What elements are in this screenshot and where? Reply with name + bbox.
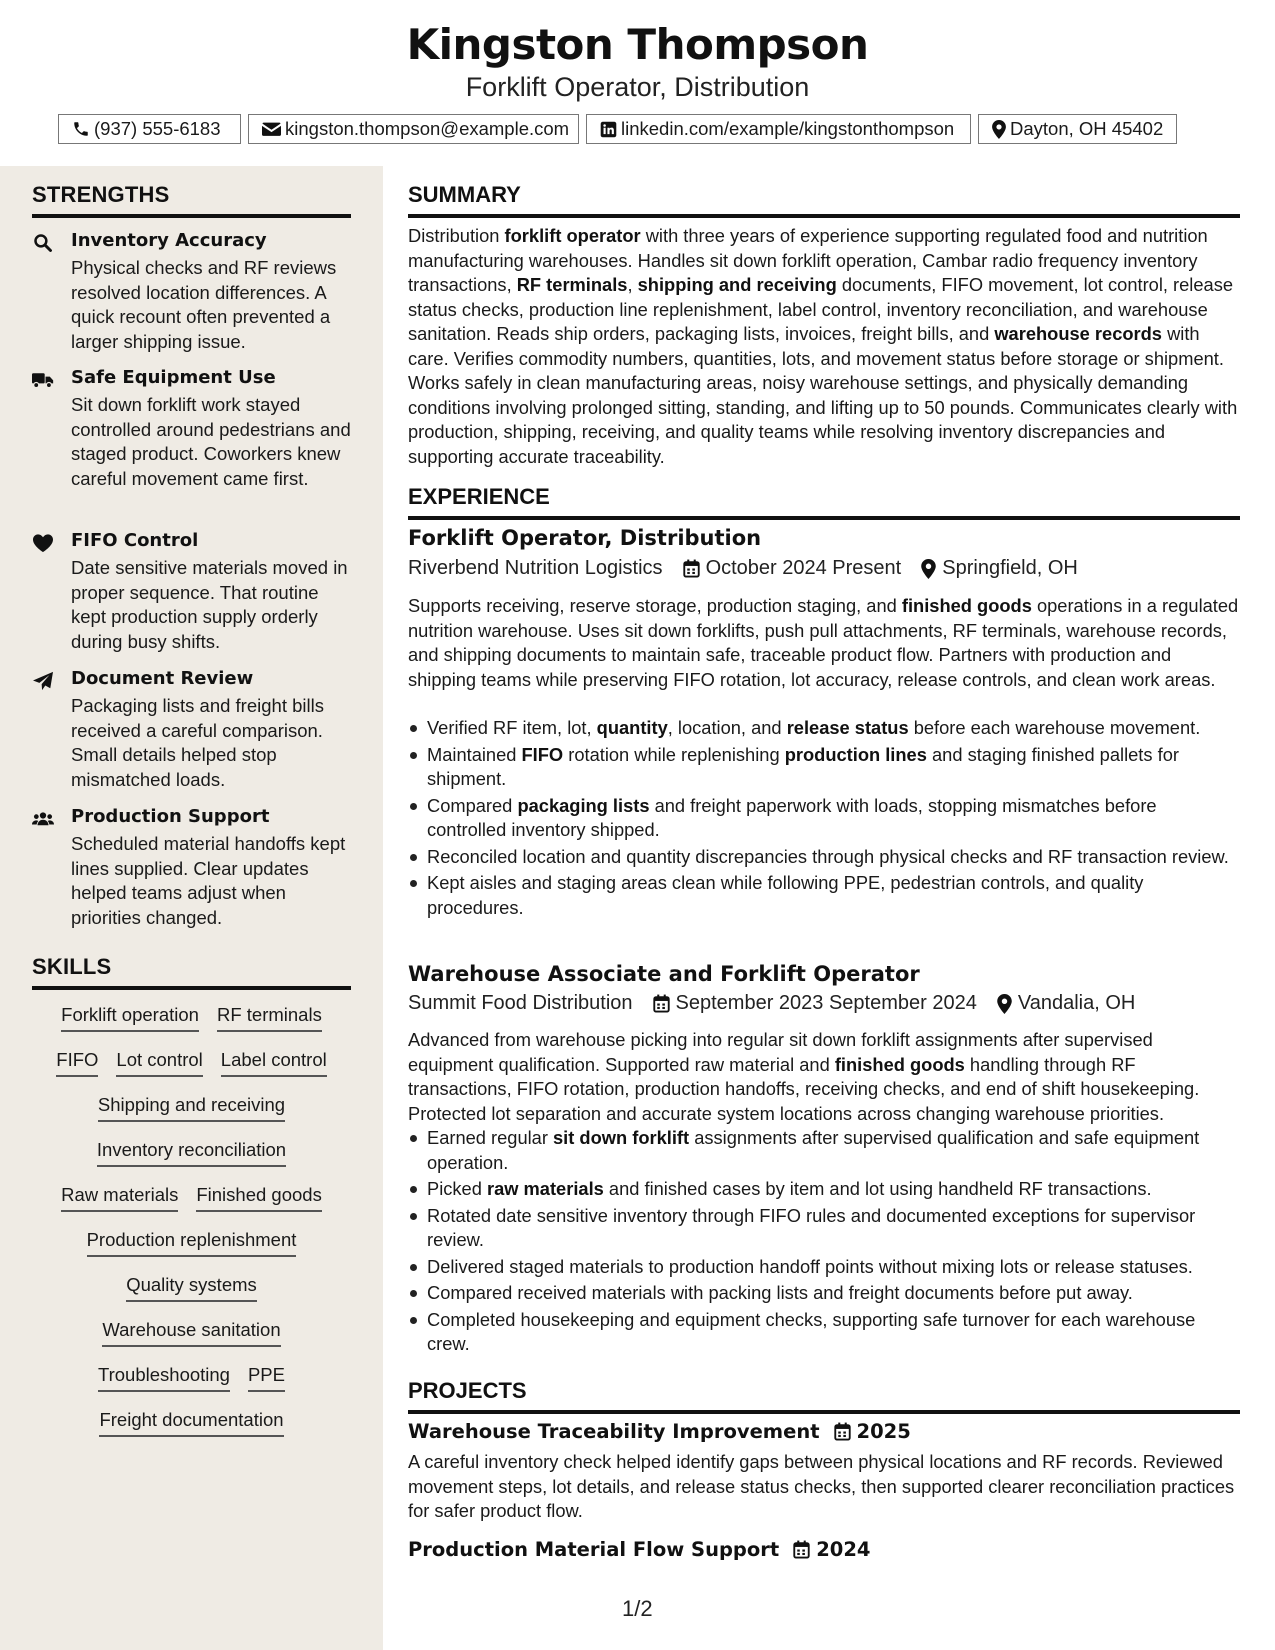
bold-keyword: FIFO — [521, 743, 564, 765]
contact-linkedin[interactable] — [586, 114, 971, 144]
job-company: Riverbend Nutrition Logistics — [408, 557, 663, 579]
strength-desc: Physical checks and RF reviews resolved location differences. A quick recount often prevented a larger shipping issue. — [71, 257, 337, 352]
skill-row — [32, 1004, 351, 1049]
text-run: Completed housekeeping and equipment checks, supporting safe turnover for each warehouse crew. — [427, 1308, 1196, 1354]
strength-desc: Sit down forklift work stayed controlled around pedestrians and staged product. Coworkers knew careful movement came first. — [71, 394, 351, 489]
skills-heading: SKILLS — [32, 954, 351, 990]
resume-header — [0, 0, 1275, 166]
bullet-item — [408, 1308, 1240, 1357]
job-title: Warehouse Associate and Forklift Operator — [408, 962, 920, 986]
job-dates: September 2023 September 2024 — [675, 992, 977, 1014]
calendar-icon — [653, 994, 670, 1013]
text-run: Earned regular — [427, 1127, 554, 1148]
job-meta — [408, 557, 1078, 580]
contact-location — [978, 114, 1177, 144]
text-run: Compared — [427, 794, 518, 816]
map-pin-icon — [997, 994, 1012, 1014]
job-summary — [408, 1028, 1240, 1126]
job-title: Forklift Operator, Distribution — [408, 526, 762, 550]
contact-phone[interactable] — [58, 114, 241, 144]
text-run: , location, and — [667, 717, 787, 738]
bold-keyword: forklift operator — [504, 225, 641, 246]
skill-tag: FIFO — [56, 1049, 98, 1077]
skill-tag: Quality systems — [126, 1274, 257, 1302]
strength-title: FIFO Control — [71, 530, 199, 551]
contact-location-text: Dayton, OH 45402 — [1010, 118, 1164, 139]
skill-tag: Finished goods — [196, 1184, 321, 1212]
strength-title: Inventory Accuracy — [71, 230, 267, 251]
bullet-item — [408, 716, 1240, 741]
contact-phone-text: (937) 555-6183 — [94, 118, 221, 139]
text-run: and freight paperwork with loads, stopping mismatches before controlled inventory shipped. — [427, 794, 1157, 840]
skill-tag: Inventory reconciliation — [97, 1139, 286, 1167]
summary-text — [408, 224, 1240, 469]
project-name: Warehouse Traceability Improvement — [408, 1420, 820, 1443]
project-year: 2025 — [856, 1420, 911, 1443]
contact-email[interactable] — [248, 114, 579, 144]
bullet-item — [408, 845, 1240, 870]
bullet-item — [408, 794, 1240, 843]
skill-row — [32, 1274, 351, 1319]
text-run: Verified RF item, lot, — [427, 717, 597, 738]
text-run: assignments after supervised qualification and safe equipment operation. — [427, 1127, 1200, 1173]
job-company: Summit Food Distribution — [408, 992, 633, 1014]
projects-heading: PROJECTS — [408, 1378, 1240, 1414]
map-pin-icon — [921, 559, 936, 579]
skill-row — [32, 1094, 351, 1139]
strength-title: Document Review — [71, 668, 254, 689]
bullet-item — [408, 1281, 1240, 1306]
skill-row — [32, 1409, 351, 1454]
text-run: operations in a regulated nutrition warehouse. Uses sit down forklifts, push pull attachments, RF terminals, warehouse records, and shipping documents to maintain safe, traceable product flow. Partners with production and shipping teams while preserving FIFO rotation, lot accuracy, release controls, and clean work areas. — [408, 595, 1239, 690]
contact-email-text: kingston.thompson@example.com — [285, 118, 570, 139]
contact-linkedin-text: linkedin.com/example/kingstonthompson — [621, 118, 955, 139]
candidate-name: Kingston Thompson — [406, 20, 869, 69]
text-run: and staging finished pallets for shipment. — [427, 743, 1179, 789]
map-pin-icon — [992, 120, 1006, 139]
bold-keyword: finished goods — [901, 595, 1032, 616]
bullet-item — [408, 1177, 1240, 1202]
bullet-item — [408, 1255, 1240, 1280]
text-run: Compared received materials with packing lists and freight documents before put away. — [427, 1282, 1133, 1303]
strengths-heading: STRENGTHS — [32, 182, 351, 218]
contact-row — [58, 114, 1177, 144]
text-run: Supports receiving, reserve storage, production staging, and — [408, 595, 902, 616]
skill-tag: Troubleshooting — [98, 1364, 230, 1392]
phone-icon — [72, 120, 90, 138]
text-run: Rotated date sensitive inventory through FIFO rules and documented exceptions for supervisor review. — [427, 1204, 1196, 1250]
skill-tag: RF terminals — [217, 1004, 322, 1032]
skill-tag: Label control — [221, 1049, 327, 1077]
envelope-icon — [262, 121, 281, 137]
strength-title: Safe Equipment Use — [71, 367, 276, 388]
users-icon — [32, 809, 54, 829]
bold-keyword: sit down forklift — [553, 1127, 690, 1148]
text-run: Distribution — [408, 225, 505, 246]
text-run: documents, FIFO movement, lot control, release status checks, production line replenishment, label control, inventory reconciliation, and warehouse sanitation. Reads ship orders, packaging lists, invoices, freight bills, and — [408, 274, 1234, 344]
bold-keyword: RF terminals — [516, 274, 628, 295]
skill-row — [32, 1139, 351, 1184]
strength-desc: Packaging lists and freight bills received a careful comparison. Small details helped stop mismatched loads. — [71, 695, 324, 790]
bold-keyword: warehouse records — [994, 323, 1162, 344]
job-summary — [408, 594, 1240, 692]
job-meta — [408, 992, 1135, 1015]
bold-keyword: raw materials — [486, 1178, 604, 1199]
strength-desc: Scheduled material handoffs kept lines supplied. Clear updates helped teams adjust when priorities changed. — [71, 833, 346, 928]
job-bullets — [408, 716, 1240, 922]
experience-heading: EXPERIENCE — [408, 484, 1240, 520]
text-run: Kept aisles and staging areas clean while following PPE, pedestrian controls, and quality procedures. — [427, 872, 1144, 918]
bold-keyword: finished goods — [834, 1053, 965, 1075]
text-run: with three years of experience supporting regulated food and nutrition manufacturing warehouses. Handles sit down forklift operation, Cambar radio frequency inventory transactions, — [408, 225, 1208, 295]
skill-tag: PPE — [248, 1364, 285, 1392]
text-run: Delivered staged materials to production handoff points without mixing lots or release statuses. — [427, 1255, 1193, 1277]
bold-keyword: quantity — [596, 717, 668, 738]
text-run: handling through RF transactions, FIFO rotation, production handoffs, receiving checks, and end of shift housekeeping. Protected lot separation and accurate system locations across changing warehouse priorities. — [408, 1053, 1200, 1124]
bold-keyword: shipping and receiving — [637, 274, 837, 295]
bullet-item — [408, 743, 1240, 792]
bold-keyword: production lines — [784, 743, 927, 765]
skill-row — [32, 1229, 351, 1274]
text-run: , — [627, 274, 638, 295]
bullet-item — [408, 1204, 1240, 1253]
skill-tag: Lot control — [116, 1049, 202, 1077]
skill-row — [32, 1184, 351, 1229]
calendar-icon — [793, 1540, 810, 1559]
text-run: Reconciled location and quantity discrepancies through physical checks and RF transaction review. — [427, 845, 1229, 867]
skill-tag: Forklift operation — [61, 1004, 199, 1032]
skill-row — [32, 1319, 351, 1364]
text-run: rotation while replenishing — [563, 743, 785, 765]
paper-plane-icon — [32, 671, 54, 691]
calendar-icon — [683, 559, 700, 578]
text-run: with care. Verifies commodity numbers, quantities, lots, and movement status before storage or shipment. Works safely in clean manufacturing areas, noisy warehouse settings, and physically demanding conditions involving prolonged sitting, standing, and lifting up to 50 pounds. Communicates clearly with production, shipping, receiving, and quality teams while resolving inventory discrepancies and supporting accurate traceability. — [408, 323, 1238, 467]
skill-tag: Warehouse sanitation — [102, 1319, 280, 1347]
text-run: and finished cases by item and lot using handheld RF transactions. — [603, 1178, 1152, 1199]
text-run: Picked — [427, 1178, 487, 1199]
project-title — [408, 1420, 911, 1443]
bullet-item — [408, 1126, 1240, 1175]
candidate-role: Forklift Operator, Distribution — [465, 72, 810, 102]
text-run: Advanced from warehouse picking into regular sit down forklift assignments after supervised equipment qualification. Supported raw material and — [408, 1029, 1153, 1075]
summary-heading: SUMMARY — [408, 182, 1240, 218]
job-bullets — [408, 1126, 1240, 1359]
skill-row — [32, 1364, 351, 1409]
bold-keyword: packaging lists — [517, 794, 650, 816]
project-desc: A careful inventory check helped identify gaps between physical locations and RF records. Reviewed movement steps, lot details, and release status checks, then supported clearer reconciliation practices for safer product flow. — [408, 1451, 1235, 1521]
page-number: 1/2 — [622, 1596, 653, 1621]
linkedin-icon — [600, 121, 617, 138]
skill-tag: Freight documentation — [99, 1409, 283, 1437]
job-location: Springfield, OH — [942, 557, 1078, 579]
project-title — [408, 1538, 871, 1561]
project-year: 2024 — [816, 1538, 871, 1561]
skills-list — [32, 1004, 351, 1454]
heart-icon — [32, 533, 54, 553]
text-run: before each warehouse movement. — [908, 717, 1201, 738]
bullet-item — [408, 871, 1240, 920]
skill-row — [32, 1049, 351, 1094]
skill-tag: Shipping and receiving — [98, 1094, 285, 1122]
project-name: Production Material Flow Support — [408, 1538, 780, 1561]
sidebar — [0, 166, 383, 1650]
bold-keyword: release status — [786, 717, 909, 738]
text-run: Maintained — [427, 743, 522, 765]
job-dates: October 2024 Present — [705, 557, 902, 579]
search-icon — [32, 233, 54, 253]
skill-tag: Production replenishment — [87, 1229, 297, 1257]
truck-icon — [32, 370, 54, 390]
calendar-icon — [834, 1422, 851, 1441]
skill-tag: Raw materials — [61, 1184, 178, 1212]
strength-title: Production Support — [71, 806, 270, 827]
strength-desc: Date sensitive materials moved in proper sequence. That routine kept production supply orderly during busy shifts. — [71, 557, 348, 652]
job-location: Vandalia, OH — [1017, 992, 1136, 1014]
